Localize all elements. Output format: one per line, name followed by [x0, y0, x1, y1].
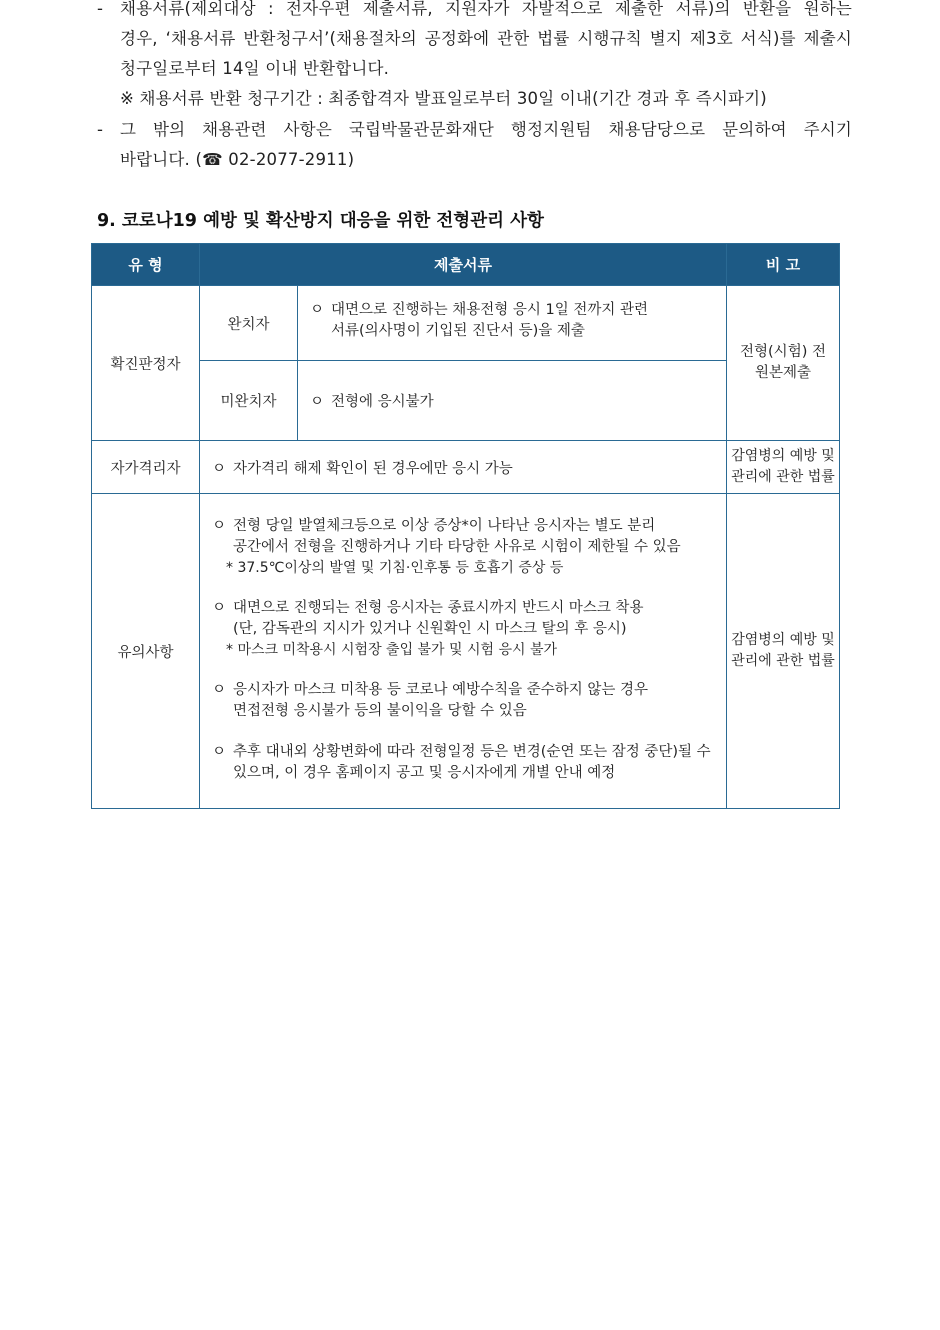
subtype-recovered: 완치자 [200, 286, 298, 361]
circle-bullet: ㅇ [212, 600, 227, 616]
table-row [92, 441, 840, 494]
precaution-item: ㅇ 대면으로 진행되는 전형 응시자는 종료시까지 반드시 마스크 착용 (단, 감독관의 지시가 있거나 신원확인 시 마스크 탈의 후 응시) [200, 598, 726, 640]
paragraph-line: 그 밖의 채용관련 사항은 국립박물관문화재단 행정지원팀 채용담당으로 문의하여 주시기 [120, 120, 852, 139]
circle-bullet: ㅇ [212, 744, 227, 760]
precaution-item: ㅇ 응시자가 마스크 미착용 등 코로나 예방수칙을 준수하지 않는 경우 면접전형 응시불가 등의 불이익을 당할 수 있음 [200, 680, 726, 722]
header-documents: 제출서류 [200, 244, 727, 286]
paragraph-line: 채용서류(제외대상 : 전자우편 제출서류, 지원자가 자발적으로 제출한 서류)의 반환을 원하는 [120, 0, 852, 18]
paragraph-line: 청구일로부터 14일 이내 반환합니다. [120, 59, 390, 78]
precaution-note: * 37.5℃이상의 발열 및 기침·인후통 등 호흡기 증상 등 [226, 560, 564, 576]
precaution-note: * 마스크 미착용시 시험장 출입 불가 및 시험 응시 불가 [226, 642, 558, 658]
table-row [92, 494, 840, 809]
return-period-note: ※ 채용서류 반환 청구기간 : 최종합격자 발표일로부터 30일 이내(기간 경과 후 즉시파기) [120, 89, 767, 108]
circle-bullet: ㅇ [310, 394, 325, 410]
section-title: 9. 코로나19 예방 및 확산방지 대응을 위한 전형관리 사항 [97, 211, 544, 231]
remark-infectious-disease-act: 감염병의 예방 및 관리에 관한 법률 [727, 441, 840, 494]
precaution-item: ㅇ 전형 당일 발열체크등으로 이상 증상*이 나타난 응시자는 별도 분리 공간에서 전형을 진행하거나 기타 타당한 사유로 시험이 제한될 수 있음 [200, 516, 726, 558]
subtype-not-recovered: 미완치자 [200, 361, 298, 441]
type-confirmed: 확진판정자 [92, 286, 200, 441]
circle-bullet: ㅇ [212, 460, 227, 477]
circle-bullet: ㅇ [212, 518, 227, 534]
self-quarantine-docs [200, 441, 727, 494]
covid-management-table [91, 243, 840, 809]
type-precautions: 유의사항 [92, 494, 200, 809]
type-self-quarantine: 자가격리자 [92, 441, 200, 494]
doc-line: 서류(의사명이 기입된 진단서 등)을 제출 [331, 323, 585, 339]
header-type: 유 형 [92, 244, 200, 286]
return-documents-paragraph [97, 0, 852, 114]
paragraph-line: 경우, ‘채용서류 반환청구서’(채용절차의 공정화에 관한 법률 시행규칙 별지 제3호 서식)를 제출시 [120, 29, 852, 48]
recovered-docs [298, 286, 727, 361]
contact-paragraph [97, 115, 852, 175]
remark-infectious-disease-act: 감염병의 예방 및 관리에 관한 법률 [727, 494, 840, 809]
doc-line: 대면으로 진행하는 채용전형 응시 1일 전까지 관련 [331, 302, 649, 318]
circle-bullet: ㅇ [212, 682, 227, 698]
dash-bullet: - [97, 0, 104, 18]
precautions-list [200, 494, 727, 809]
dash-bullet: - [97, 120, 104, 139]
remark-original-submission: 전형(시험) 전 원본제출 [727, 286, 840, 441]
table-row [92, 286, 840, 361]
table-header-row [92, 244, 840, 286]
not-recovered-docs [298, 361, 727, 441]
doc-line: 전형에 응시불가 [331, 394, 434, 410]
contact-line: 바랍니다. (☎ 02-2077-2911) [120, 150, 355, 169]
precaution-item: ㅇ 추후 대내외 상황변화에 따라 전형일정 등은 변경(순연 또는 잠정 중단)될 수 있으며, 이 경우 홈페이지 공고 및 응시자에게 개별 안내 예정 [200, 742, 726, 784]
header-remarks: 비 고 [727, 244, 840, 286]
circle-bullet: ㅇ [310, 302, 325, 318]
doc-line: 자가격리 해제 확인이 된 경우에만 응시 가능 [233, 460, 513, 477]
